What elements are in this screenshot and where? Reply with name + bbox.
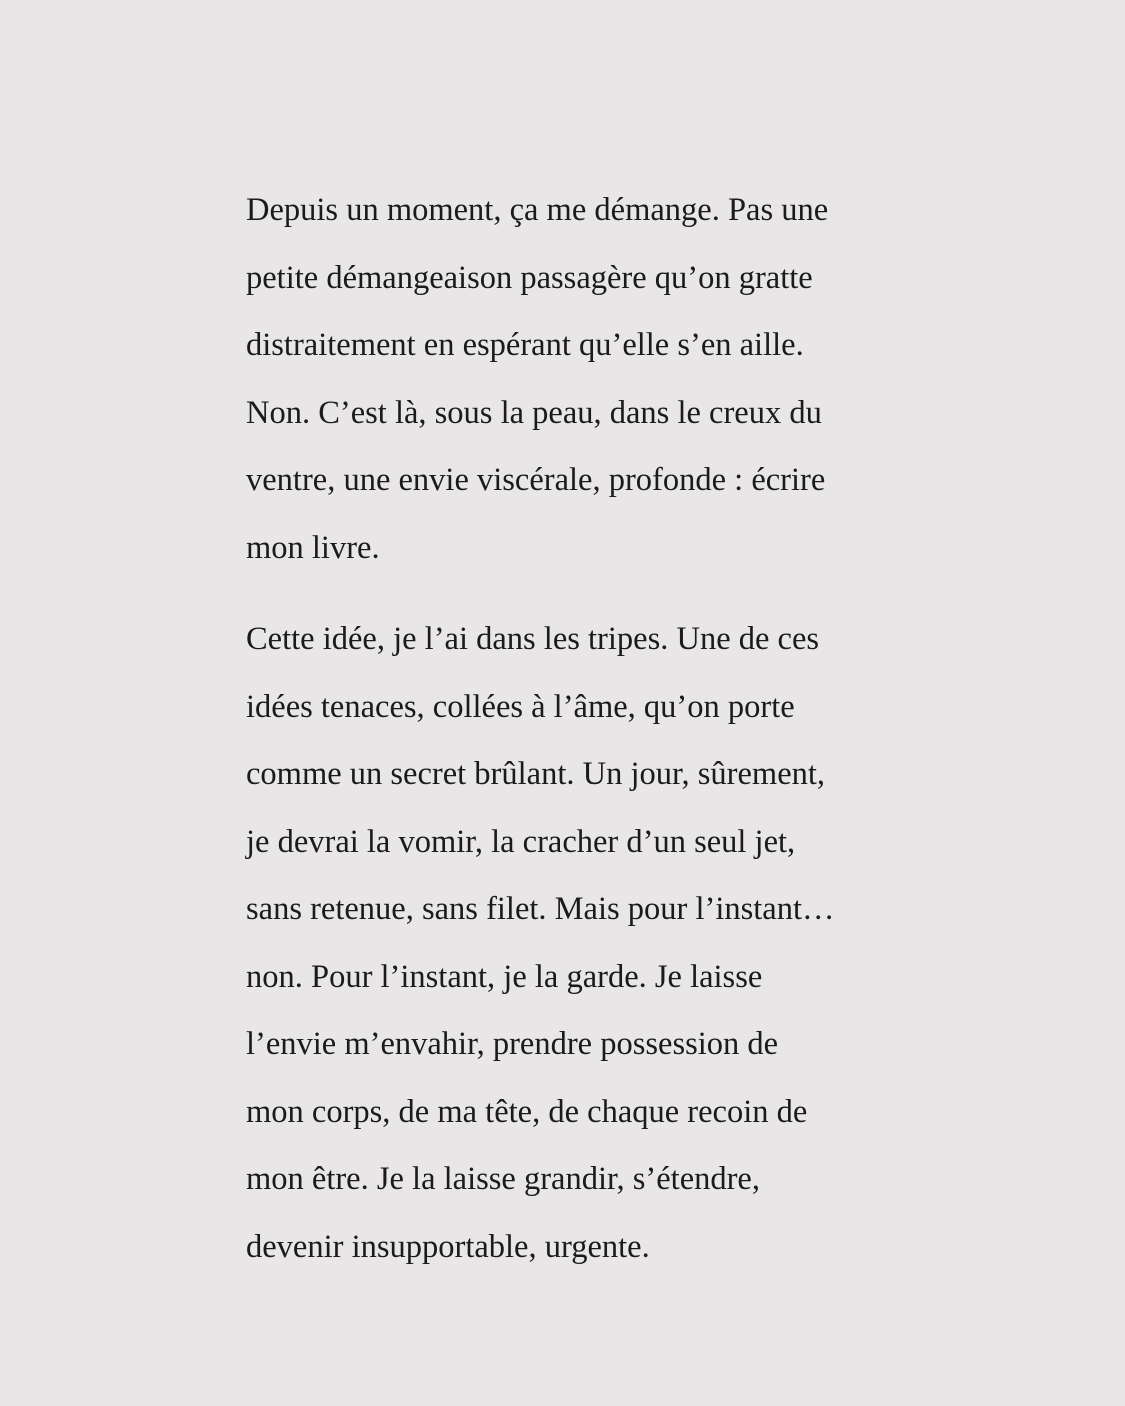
text-line: distraitement en espérant qu’elle s’en aille. (246, 327, 804, 363)
text-line: Cette idée, je l’ai dans les tripes. Une de ces (246, 621, 820, 657)
text-line: Non. C’est là, sous la peau, dans le creux du (246, 394, 822, 431)
text-line: mon être. Je la laisse grandir, s’étendre, (246, 1161, 760, 1197)
text-line: mon corps, de ma tête, de chaque recoin de (246, 1093, 808, 1130)
text-line: Depuis un moment, ça me démange. Pas une (246, 192, 829, 228)
paragraph-2 (246, 611, 906, 1286)
text-body (246, 182, 906, 1286)
text-line: mon livre. (246, 529, 380, 566)
text-line: devenir insupportable, urgente. (246, 1228, 650, 1265)
paragraph-1 (246, 182, 906, 587)
text-line: idées tenaces, collées à l’âme, qu’on porte (246, 688, 795, 725)
text-line: petite démangeaison passagère qu’on gratte (246, 259, 813, 296)
text-line: l’envie m’envahir, prendre possession de (246, 1026, 779, 1062)
text-line: je devrai la vomir, la cracher d’un seul jet, (246, 823, 796, 860)
text-line: ventre, une envie viscérale, profonde : écrire (246, 462, 826, 498)
text-line: non. Pour l’instant, je la garde. Je laisse (246, 958, 763, 995)
text-line: comme un secret brûlant. Un jour, sûrement, (246, 756, 826, 792)
text-line: sans retenue, sans filet. Mais pour l’instant… (246, 891, 835, 927)
